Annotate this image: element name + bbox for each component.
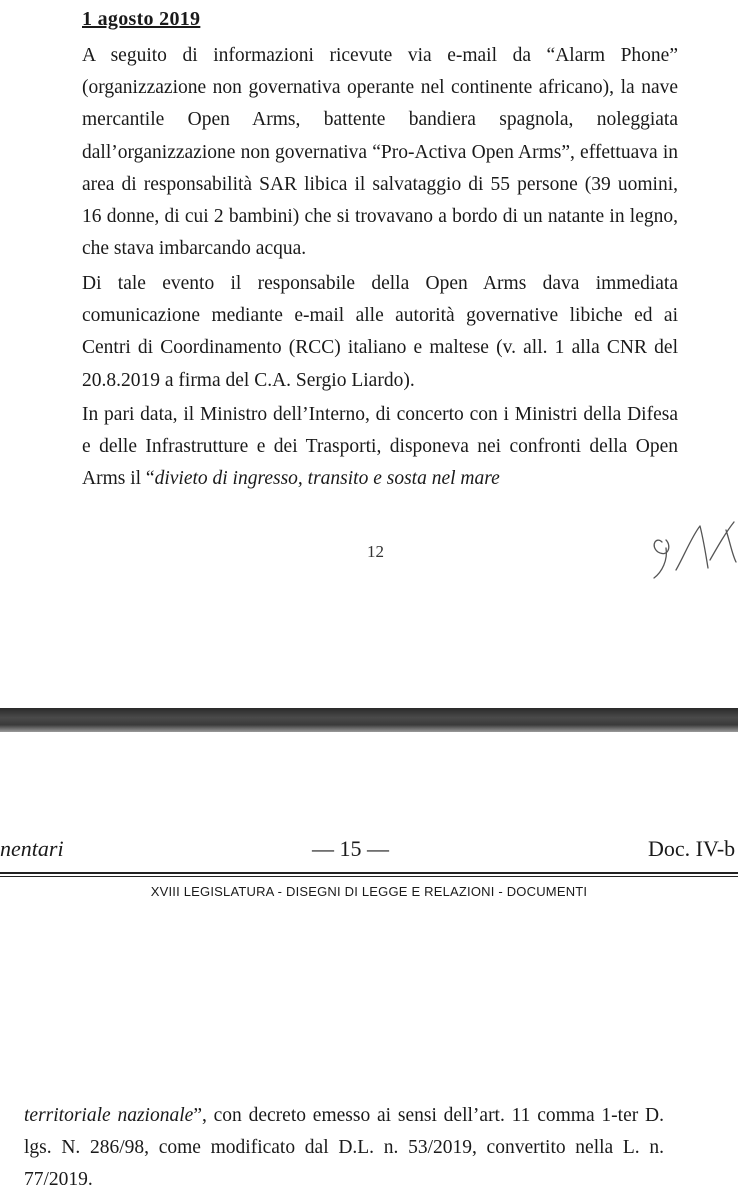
doc-reference: Doc. IV-b (648, 836, 736, 861)
print-page-number: — 15 — (312, 836, 389, 861)
legislature-subheader: XVIII LEGISLATURA - DISEGNI DI LEGGE E RELAZIONI - DOCUMENTI (150, 884, 588, 899)
paragraph-rescue (82, 40, 678, 265)
paragraph-decree (82, 399, 678, 496)
scan-edge-bar (0, 708, 738, 732)
paragraph-continuation-italic: territoriale nazionale (24, 1105, 194, 1126)
handwritten-signature (648, 512, 738, 592)
scan-page-number: 12 (367, 542, 384, 561)
header-rule-thin (0, 876, 738, 877)
paragraph-communication (82, 268, 678, 397)
paragraph-rescue-text: A seguito di informazioni ricevute via e-mail da “Alarm Phone” (organizzazione non governativa operante nel continente africano), la nave mercantile Open Arms, battente bandiera spagnola, noleggiata dall’organizzazione non governativa “Pro-Activa Open Arms”, effettuava in area di responsabilità SAR libica il salvataggio di 55 persone (39 uomini, 16 donne, di cui 2 bambini) che si trovavano a bordo di un natante in legno, che stava imbarcando acqua. (82, 45, 678, 260)
paragraph-continuation-text: ”, con decreto emesso ai sensi dell’art. 11 comma 1-ter D. lgs. N. 286/98, come modificato dal D.L. n. 53/2019, convertito nella L. n. 77/2019. (24, 1105, 665, 1191)
running-header-right (648, 836, 735, 862)
paragraph-decree-text: In pari data, il Ministro dell’Interno, di concerto con i Ministri della Difesa e delle Infrastrutture e dei Trasporti, disponeva nei confronti della Open Arms il “ (82, 404, 678, 490)
date-heading: 1 agosto 2019 (82, 8, 201, 30)
header-rule-thick (0, 872, 738, 874)
running-header-left: nentari (0, 836, 64, 861)
paragraph-decree-italic: divieto di ingresso, transito e sosta nel mare (154, 468, 500, 490)
paragraph-continuation (24, 1100, 664, 1197)
paragraph-communication-text: Di tale evento il responsabile della Open Arms dava immediata comunicazione mediante e-mail alle autorità governative libiche ed ai Centri di Coordinamento (RCC) italiano e maltese (v. all. 1 alla CNR del 20.8.2019 a firma del C.A. Sergio Liardo). (82, 273, 678, 391)
